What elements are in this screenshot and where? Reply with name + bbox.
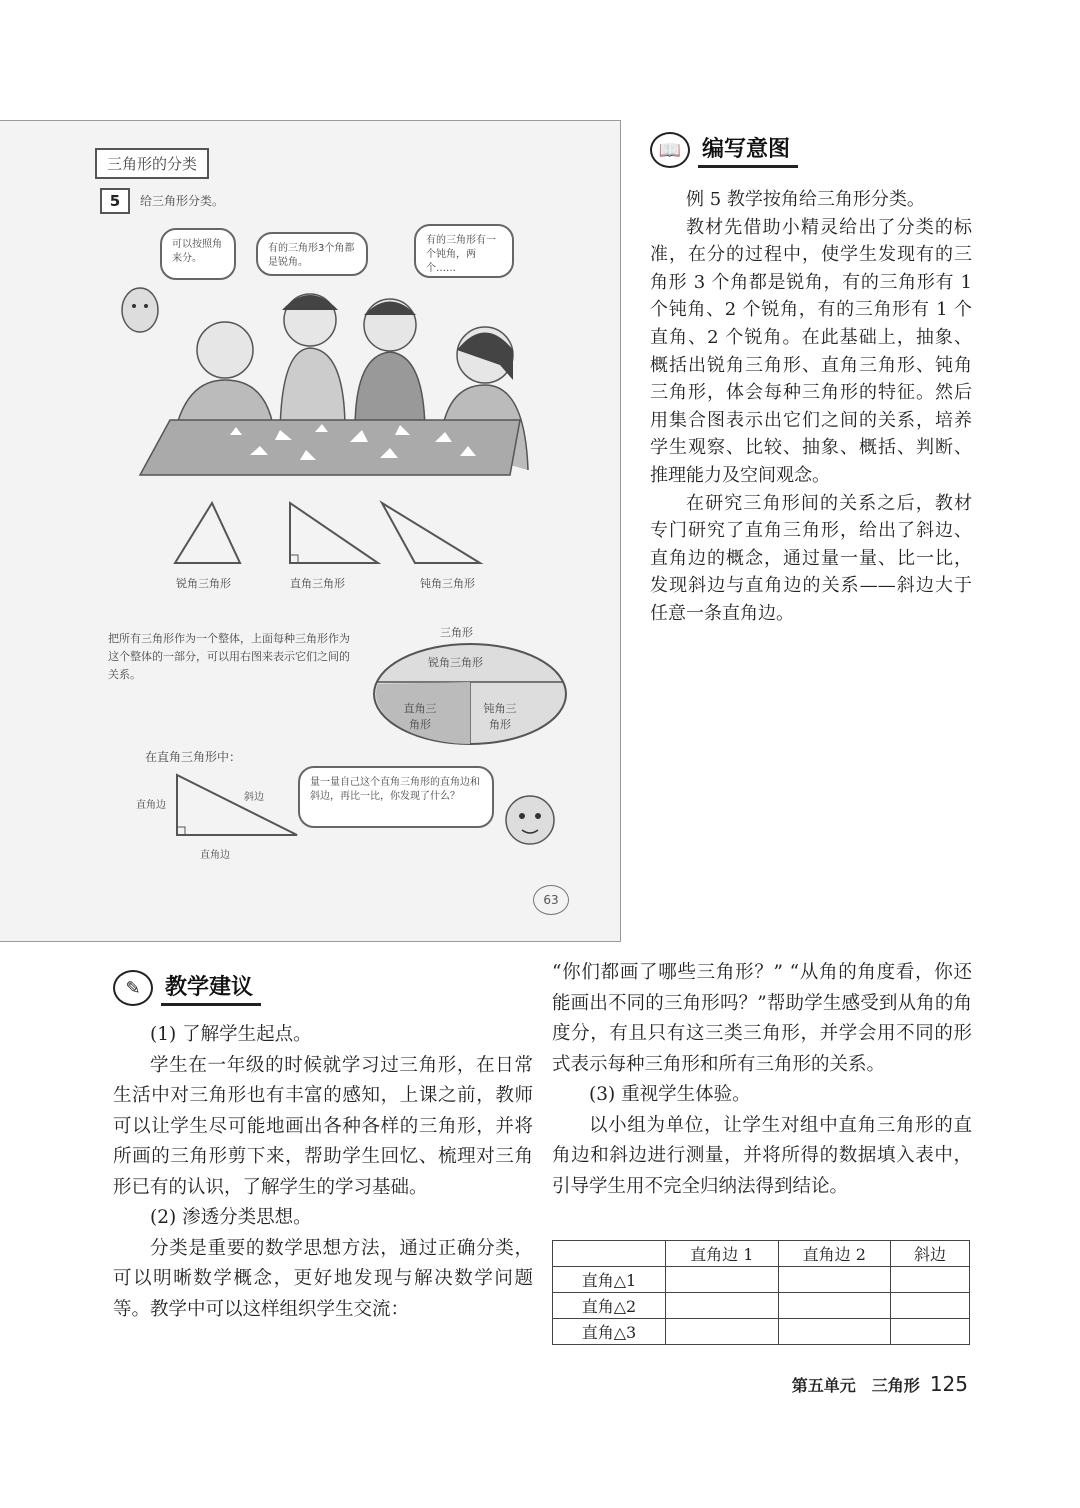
measurement-table bbox=[552, 1240, 970, 1345]
table-cell bbox=[666, 1293, 779, 1319]
intent-paragraph: 教材先借助小精灵给出了分类的标准，在分的过程中，使学生发现有的三角形 3 个角都是锐角，有的三角形有 1 个钝角、2 个锐角，有的三角形有 1 个直角、2 个锐角。在此基础上，抽象、概括出锐角三角形、直角三角形、钝角三角形，体会每种三角形的特征。然后用集合图表示出它们之间的关系，培养学生观察、比较、抽象、概括、判断、推理能力及空间观念。 bbox=[650, 216, 972, 486]
inset-page-number: 63 bbox=[533, 885, 569, 915]
table-row bbox=[553, 1267, 970, 1293]
advice-paragraph: (2) 渗透分类思想。 bbox=[150, 1207, 312, 1228]
lesson-title: 三角形的分类 bbox=[95, 148, 209, 179]
sprite-character-icon bbox=[500, 780, 560, 860]
table-row bbox=[553, 1293, 970, 1319]
measure-speech-bubble: 量一量自己这个直角三角形的直角边和斜边，再比一比，你发现了什么？ bbox=[298, 766, 494, 828]
table-cell bbox=[778, 1267, 891, 1293]
table-row-label: 直角△1 bbox=[553, 1267, 666, 1293]
table-cell bbox=[891, 1267, 970, 1293]
table-row bbox=[553, 1319, 970, 1345]
table-cell bbox=[891, 1293, 970, 1319]
venn-part-acute: 锐角三角形 bbox=[428, 656, 483, 669]
footer-page-number: 125 bbox=[929, 1372, 968, 1396]
advice-paragraph: 学生在一年级的时候就学习过三角形，在日常生活中对三角形也有丰富的感知，上课之前，教师可以让学生尽可能地画出各种各样的三角形，并将所画的三角形剪下来，帮助学生回忆、梳理对三角形已有的认识，了解学生的学习基础。 bbox=[113, 1054, 533, 1198]
page-footer bbox=[792, 1372, 968, 1396]
intent-paragraph: 在研究三角形间的关系之后，教材专门研究了直角三角形，给出了斜边、直角边的概念，通过量一量、比一比，发现斜边与直角边的关系——斜边大于任意一条直角边。 bbox=[650, 492, 972, 624]
speech-bubble-3: 有的三角形有一个钝角，两个…… bbox=[414, 224, 514, 278]
advice-right-column bbox=[552, 958, 972, 1202]
table-cell bbox=[891, 1319, 970, 1345]
side-label-leg-left: 直角边 bbox=[136, 800, 166, 811]
relation-explanation: 把所有三角形作为一个整体，上面每种三角形作为这个整体的一部分，可以用右图来表示它们之间的关系。 bbox=[108, 632, 350, 681]
intent-body bbox=[650, 186, 972, 628]
advice-left-column bbox=[113, 1020, 533, 1325]
advice-paragraph: (3) 重视学生体验。 bbox=[589, 1084, 751, 1105]
intent-heading bbox=[650, 132, 798, 168]
triangle-label-obtuse: 钝角三角形 bbox=[420, 577, 475, 590]
right-triangle bbox=[290, 503, 378, 563]
advice-paragraph: (1) 了解学生起点。 bbox=[150, 1024, 312, 1045]
table-row-label: 直角△3 bbox=[553, 1319, 666, 1345]
right-triangle-intro: 在直角三角形中： bbox=[145, 750, 242, 764]
side-label-hypotenuse: 斜边 bbox=[244, 792, 264, 803]
table-cell bbox=[778, 1293, 891, 1319]
advice-title: 教学建议 bbox=[161, 970, 261, 1006]
venn-outer-label: 三角形 bbox=[440, 626, 473, 639]
table-cell bbox=[778, 1319, 891, 1345]
speech-bubble-1: 可以按照角来分。 bbox=[160, 228, 236, 280]
venn-part-right: 直角三角形 bbox=[403, 702, 437, 731]
triangle-label-right: 直角三角形 bbox=[290, 577, 345, 590]
table-cell bbox=[666, 1319, 779, 1345]
three-triangle-types bbox=[170, 495, 490, 575]
advice-paragraph: “你们都画了哪些三角形？” “从角的角度看，你还能画出不同的三角形吗？”帮助学生感受到从角的角度分，有且只有这三类三角形，并学会用不同的形式表示每种三角形和所有三角形的关系。 bbox=[552, 962, 972, 1075]
acute-triangle bbox=[175, 503, 240, 563]
right-triangle-sides-figure bbox=[172, 770, 302, 840]
side-label-leg-bottom: 直角边 bbox=[200, 850, 230, 861]
venn-part-obtuse: 钝角三角形 bbox=[483, 702, 517, 731]
teaching-icon: ✎ bbox=[113, 970, 153, 1006]
open-book-icon: 📖 bbox=[650, 132, 690, 168]
table-row-label: 直角△2 bbox=[553, 1293, 666, 1319]
speech-bubble-2: 有的三角形3个角都是锐角。 bbox=[256, 232, 368, 276]
intent-title: 编写意图 bbox=[698, 132, 798, 168]
advice-heading bbox=[113, 970, 261, 1006]
children-classifying-illustration bbox=[100, 270, 530, 480]
advice-paragraph: 分类是重要的数学思想方法，通过正确分类，可以明晰数学概念，更好地发现与解决数学问题等。教学中可以这样组织学生交流： bbox=[113, 1237, 533, 1320]
obtuse-triangle bbox=[382, 503, 480, 563]
table-cell bbox=[666, 1267, 779, 1293]
example-text: 给三角形分类。 bbox=[140, 194, 225, 208]
footer-unit: 第五单元 三角形 bbox=[791, 1376, 920, 1395]
table-header-cell: 直角边 2 bbox=[778, 1241, 891, 1267]
triangle-label-acute: 锐角三角形 bbox=[176, 577, 231, 590]
table-header-cell: 直角边 1 bbox=[666, 1241, 779, 1267]
advice-paragraph: 以小组为单位，让学生对组中直角三角形的直角边和斜边进行测量，并将所得的数据填入表中，引导学生用不完全归纳法得到结论。 bbox=[552, 1114, 972, 1197]
table-header-cell bbox=[553, 1241, 666, 1267]
table-header-cell: 斜边 bbox=[891, 1241, 970, 1267]
table-header-row bbox=[553, 1241, 970, 1267]
intent-paragraph: 例 5 教学按角给三角形分类。 bbox=[686, 189, 925, 210]
example-number: 5 bbox=[100, 188, 130, 214]
